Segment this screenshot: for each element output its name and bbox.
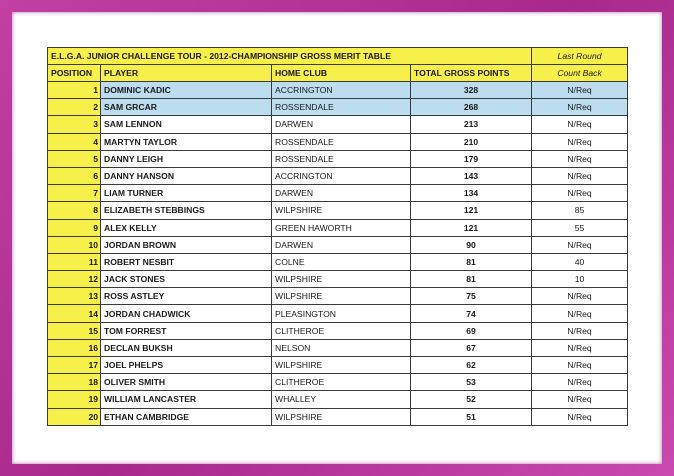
position-cell: 2 (48, 99, 101, 116)
home-club-cell: DARWEN (272, 116, 411, 133)
position-cell: 9 (48, 219, 101, 236)
points-cell: 134 (411, 185, 532, 202)
points-cell: 121 (411, 202, 532, 219)
player-cell: DECLAN BUKSH (101, 339, 272, 356)
home-club-cell: ROSSENDALE (272, 99, 411, 116)
merit-table (47, 47, 628, 426)
player-cell: ALEX KELLY (101, 219, 272, 236)
countback-cell: N/Req (532, 374, 628, 391)
countback-cell: N/Req (532, 133, 628, 150)
home-club-cell: GREEN HAWORTH (272, 219, 411, 236)
points-cell: 75 (411, 288, 532, 305)
table-row (48, 339, 628, 356)
countback-cell: N/Req (532, 322, 628, 339)
points-cell: 81 (411, 271, 532, 288)
home-club-cell: CLITHEROE (272, 322, 411, 339)
player-cell: ETHAN CAMBRIDGE (101, 408, 272, 425)
position-cell: 12 (48, 271, 101, 288)
table-row (48, 322, 628, 339)
points-cell: 210 (411, 133, 532, 150)
countback-cell: N/Req (532, 288, 628, 305)
points-cell: 328 (411, 82, 532, 99)
home-club-cell: CLITHEROE (272, 374, 411, 391)
points-cell: 69 (411, 322, 532, 339)
player-cell: DANNY HANSON (101, 167, 272, 184)
position-cell: 4 (48, 133, 101, 150)
home-club-cell: COLNE (272, 253, 411, 270)
countback-cell: N/Req (532, 99, 628, 116)
table-row (48, 202, 628, 219)
points-cell: 81 (411, 253, 532, 270)
player-cell: DANNY LEIGH (101, 150, 272, 167)
position-cell: 16 (48, 339, 101, 356)
table-row (48, 391, 628, 408)
points-cell: 62 (411, 357, 532, 374)
home-club-cell: WILPSHIRE (272, 202, 411, 219)
home-club-cell: NELSON (272, 339, 411, 356)
player-cell: ELIZABETH STEBBINGS (101, 202, 272, 219)
table-row (48, 357, 628, 374)
position-cell: 19 (48, 391, 101, 408)
countback-cell: 85 (532, 202, 628, 219)
points-cell: 90 (411, 236, 532, 253)
position-cell: 3 (48, 116, 101, 133)
countback-cell: N/Req (532, 167, 628, 184)
table-row (48, 408, 628, 425)
position-cell: 10 (48, 236, 101, 253)
table-row (48, 133, 628, 150)
home-club-cell: ACCRINGTON (272, 167, 411, 184)
points-cell: 213 (411, 116, 532, 133)
player-cell: ROBERT NESBIT (101, 253, 272, 270)
countback-header-line1: Last Round (532, 48, 628, 65)
table-title: E.L.G.A. JUNIOR CHALLENGE TOUR - 2012-CHAMPIONSHIP GROSS MERIT TABLE (48, 48, 532, 65)
countback-cell: N/Req (532, 357, 628, 374)
home-club-cell: WILPSHIRE (272, 288, 411, 305)
position-cell: 11 (48, 253, 101, 270)
table-row (48, 236, 628, 253)
points-cell: 121 (411, 219, 532, 236)
position-cell: 5 (48, 150, 101, 167)
countback-cell: N/Req (532, 339, 628, 356)
countback-cell: 55 (532, 219, 628, 236)
position-cell: 14 (48, 305, 101, 322)
player-cell: JOEL PHELPS (101, 357, 272, 374)
player-cell: DOMINIC KADIC (101, 82, 272, 99)
position-cell: 18 (48, 374, 101, 391)
table-row (48, 253, 628, 270)
countback-cell: N/Req (532, 305, 628, 322)
player-cell: MARTYN TAYLOR (101, 133, 272, 150)
player-cell: OLIVER SMITH (101, 374, 272, 391)
table-row (48, 374, 628, 391)
table-row (48, 271, 628, 288)
table-row (48, 150, 628, 167)
home-club-cell: WHALLEY (272, 391, 411, 408)
home-club-cell: ACCRINGTON (272, 82, 411, 99)
position-cell: 15 (48, 322, 101, 339)
countback-cell: N/Req (532, 236, 628, 253)
column-header-player: PLAYER (101, 65, 272, 82)
table-row (48, 82, 628, 99)
player-cell: SAM LENNON (101, 116, 272, 133)
player-cell: WILLIAM LANCASTER (101, 391, 272, 408)
player-cell: ROSS ASTLEY (101, 288, 272, 305)
home-club-cell: DARWEN (272, 236, 411, 253)
countback-cell: 10 (532, 271, 628, 288)
points-cell: 143 (411, 167, 532, 184)
player-cell: JACK STONES (101, 271, 272, 288)
position-cell: 13 (48, 288, 101, 305)
position-cell: 8 (48, 202, 101, 219)
column-header-home-club: HOME CLUB (272, 65, 411, 82)
home-club-cell: WILPSHIRE (272, 357, 411, 374)
points-cell: 74 (411, 305, 532, 322)
player-cell: LIAM TURNER (101, 185, 272, 202)
position-cell: 20 (48, 408, 101, 425)
points-cell: 179 (411, 150, 532, 167)
home-club-cell: ROSSENDALE (272, 150, 411, 167)
points-cell: 67 (411, 339, 532, 356)
position-cell: 17 (48, 357, 101, 374)
home-club-cell: PLEASINGTON (272, 305, 411, 322)
table-row (48, 99, 628, 116)
player-cell: SAM GRCAR (101, 99, 272, 116)
table-row (48, 116, 628, 133)
table-row (48, 219, 628, 236)
countback-cell: N/Req (532, 185, 628, 202)
points-cell: 52 (411, 391, 532, 408)
column-header-position: POSITION (48, 65, 101, 82)
table-row (48, 305, 628, 322)
points-cell: 268 (411, 99, 532, 116)
points-cell: 53 (411, 374, 532, 391)
position-cell: 6 (48, 167, 101, 184)
points-cell: 51 (411, 408, 532, 425)
player-cell: JORDAN CHADWICK (101, 305, 272, 322)
position-cell: 7 (48, 185, 101, 202)
column-header-total-gross-points: TOTAL GROSS POINTS (411, 65, 532, 82)
countback-cell: N/Req (532, 82, 628, 99)
home-club-cell: WILPSHIRE (272, 408, 411, 425)
table-row (48, 167, 628, 184)
position-cell: 1 (48, 82, 101, 99)
home-club-cell: WILPSHIRE (272, 271, 411, 288)
table-row (48, 288, 628, 305)
countback-cell: N/Req (532, 408, 628, 425)
countback-header-line2: Count Back (532, 65, 628, 82)
table-row (48, 185, 628, 202)
countback-cell: 40 (532, 253, 628, 270)
home-club-cell: ROSSENDALE (272, 133, 411, 150)
countback-cell: N/Req (532, 116, 628, 133)
home-club-cell: DARWEN (272, 185, 411, 202)
player-cell: JORDAN BROWN (101, 236, 272, 253)
countback-cell: N/Req (532, 391, 628, 408)
player-cell: TOM FORREST (101, 322, 272, 339)
countback-cell: N/Req (532, 150, 628, 167)
